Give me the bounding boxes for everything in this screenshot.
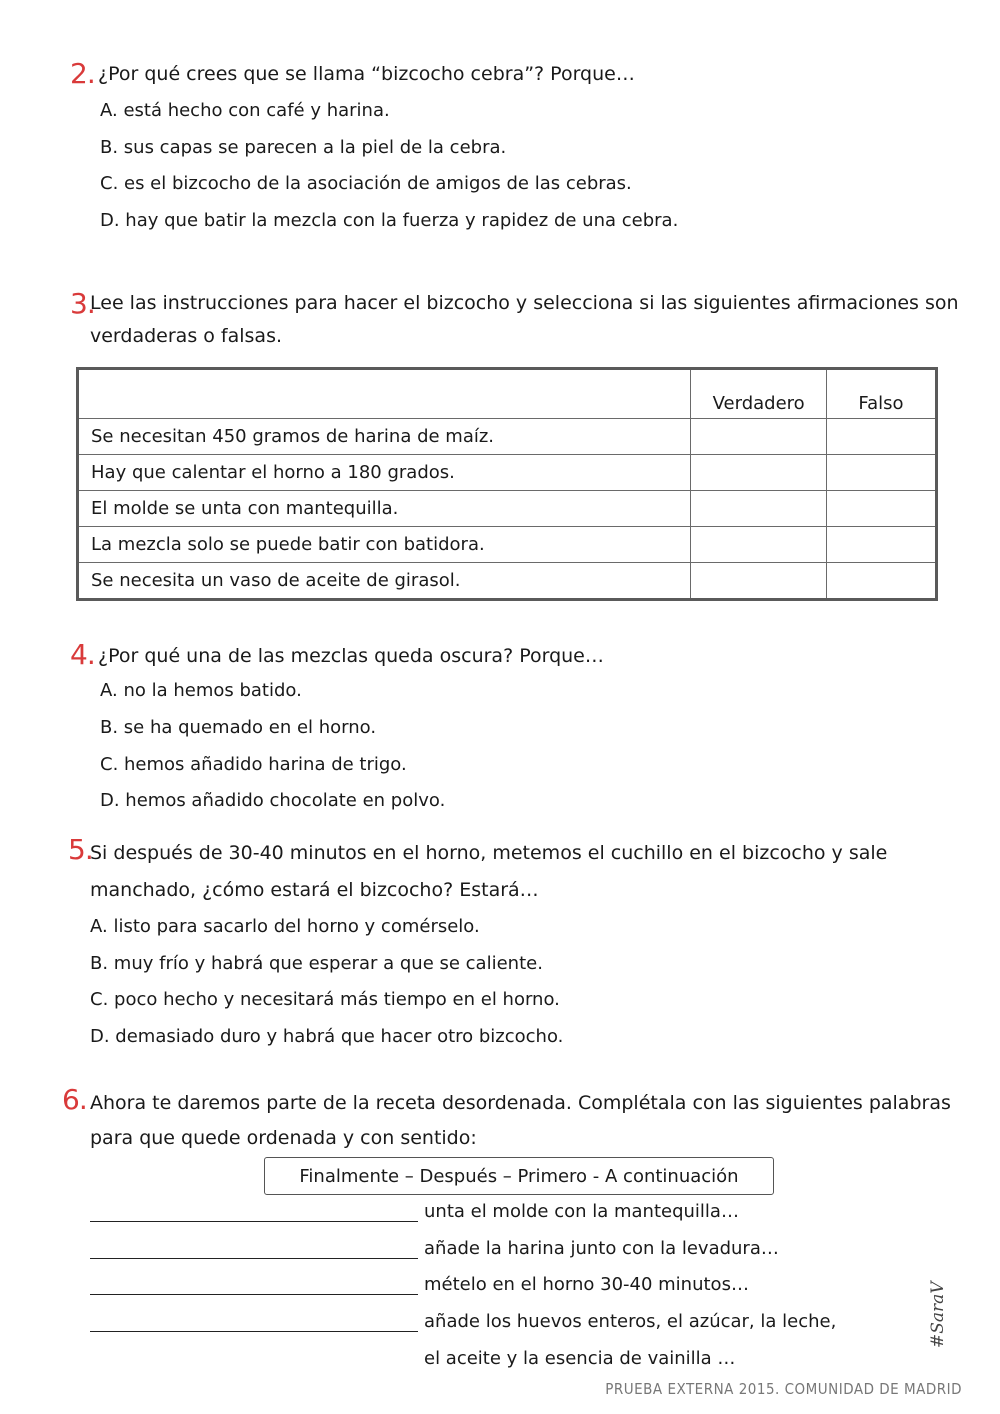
- question-4-number: 4.: [70, 638, 95, 671]
- question-2-option-c[interactable]: C. es el bizcocho de la asociación de amigos de las cebras.: [100, 173, 632, 194]
- true-checkbox-cell[interactable]: [691, 563, 827, 600]
- question-5-text-line2: manchado, ¿cómo estará el bizcocho? Estará…: [90, 879, 539, 901]
- question-5-option-d[interactable]: D. demasiado duro y habrá que hacer otro bizcocho.: [90, 1026, 564, 1047]
- statement-cell: Se necesita un vaso de aceite de girasol.: [78, 563, 691, 600]
- question-6-text-line1: Ahora te daremos parte de la receta desordenada. Complétala con las siguientes palabras: [90, 1092, 951, 1114]
- question-3-text-line2: verdaderas o falsas.: [90, 325, 283, 347]
- question-2-option-b[interactable]: B. sus capas se parecen a la piel de la cebra.: [100, 137, 507, 158]
- false-checkbox-cell[interactable]: [826, 419, 936, 455]
- question-2-number: 2.: [70, 57, 95, 90]
- question-3-number: 3.: [70, 287, 95, 320]
- question-2-option-d[interactable]: D. hay que batir la mezcla con la fuerza y rapidez de una cebra.: [100, 210, 679, 231]
- question-4-option-c[interactable]: C. hemos añadido harina de trigo.: [100, 754, 407, 775]
- table-header-statement: [78, 369, 691, 419]
- question-5-text-line1: Si después de 30-40 minutos en el horno, metemos el cuchillo en el bizcocho y sale: [90, 842, 888, 864]
- question-5-option-b[interactable]: B. muy frío y habrá que esperar a que se caliente.: [90, 953, 543, 974]
- recipe-line-5: el aceite y la esencia de vainilla …: [424, 1348, 736, 1369]
- question-4-option-b[interactable]: B. se ha quemado en el horno.: [100, 717, 377, 738]
- question-3-text-line1: Lee las instrucciones para hacer el bizcocho y selecciona si las siguientes afirmaciones son: [90, 292, 959, 314]
- false-checkbox-cell[interactable]: [826, 455, 936, 491]
- question-5-option-a[interactable]: A. listo para sacarlo del horno y comérselo.: [90, 916, 480, 937]
- statement-cell: El molde se unta con mantequilla.: [78, 491, 691, 527]
- table-header-row: [78, 369, 937, 419]
- false-checkbox-cell[interactable]: [826, 491, 936, 527]
- recipe-line-1: unta el molde con la mantequilla…: [424, 1201, 739, 1222]
- recipe-line-3: mételo en el horno 30-40 minutos…: [424, 1274, 749, 1295]
- word-bank-box: Finalmente – Después – Primero - A continuación: [264, 1157, 774, 1195]
- table-header-false: Falso: [826, 369, 936, 419]
- answer-blank-2[interactable]: [90, 1258, 418, 1259]
- table-row: [78, 419, 937, 455]
- statement-cell: Hay que calentar el horno a 180 grados.: [78, 455, 691, 491]
- table-header-true: Verdadero: [691, 369, 827, 419]
- table-row: [78, 563, 937, 600]
- question-2-text: ¿Por qué crees que se llama “bizcocho cebra”? Porque…: [98, 63, 635, 85]
- statement-cell: La mezcla solo se puede batir con batidora.: [78, 527, 691, 563]
- question-4-option-d[interactable]: D. hemos añadido chocolate en polvo.: [100, 790, 446, 811]
- question-6-text-line2: para que quede ordenada y con sentido:: [90, 1127, 477, 1149]
- question-2-option-a[interactable]: A. está hecho con café y harina.: [100, 100, 390, 121]
- signature-text: #SaraV: [928, 1281, 948, 1348]
- recipe-line-2: añade la harina junto con la levadura…: [424, 1238, 779, 1259]
- table-row: [78, 491, 937, 527]
- table-row: [78, 527, 937, 563]
- question-5-number: 5.: [68, 833, 93, 866]
- true-false-table: [76, 367, 938, 601]
- signature-logo: [925, 1258, 949, 1350]
- answer-blank-1[interactable]: [90, 1221, 418, 1222]
- question-4-option-a[interactable]: A. no la hemos batido.: [100, 680, 302, 701]
- true-checkbox-cell[interactable]: [691, 491, 827, 527]
- false-checkbox-cell[interactable]: [826, 527, 936, 563]
- false-checkbox-cell[interactable]: [826, 563, 936, 600]
- answer-blank-4[interactable]: [90, 1331, 418, 1332]
- recipe-line-4: añade los huevos enteros, el azúcar, la leche,: [424, 1311, 837, 1332]
- question-4-text: ¿Por qué una de las mezclas queda oscura? Porque…: [98, 645, 604, 667]
- answer-blank-3[interactable]: [90, 1294, 418, 1295]
- true-checkbox-cell[interactable]: [691, 455, 827, 491]
- true-checkbox-cell[interactable]: [691, 419, 827, 455]
- question-5-option-c[interactable]: C. poco hecho y necesitará más tiempo en el horno.: [90, 989, 560, 1010]
- footer-source: PRUEBA EXTERNA 2015. COMUNIDAD DE MADRID: [605, 1380, 962, 1398]
- question-6-number: 6.: [62, 1083, 87, 1116]
- table-row: [78, 455, 937, 491]
- true-checkbox-cell[interactable]: [691, 527, 827, 563]
- statement-cell: Se necesitan 450 gramos de harina de maíz.: [78, 419, 691, 455]
